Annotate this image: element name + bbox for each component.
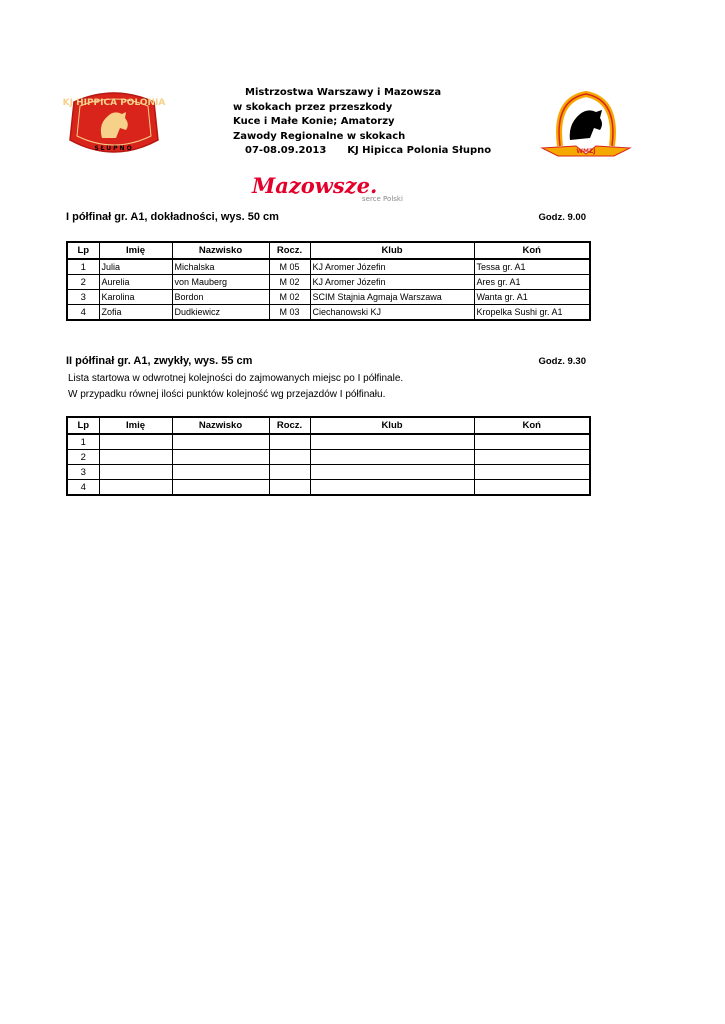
- cell-nazwisko: Bordon: [172, 290, 269, 305]
- cell-kon: [474, 465, 590, 480]
- table-row: [67, 434, 590, 450]
- mazowsze-logo-text: Mazowsze.: [252, 173, 378, 198]
- section2-table: [66, 416, 591, 496]
- col-header-kon: Koń: [474, 417, 590, 434]
- col-header-rocz: Rocz.: [269, 242, 310, 259]
- cell-lp: 1: [67, 259, 99, 275]
- cell-nazwisko: [172, 465, 269, 480]
- cell-imie: [99, 465, 172, 480]
- section2-note-1: Lista startowa w odwrotnej kolejności do zajmowanych miejsc po I półfinale.: [68, 373, 404, 384]
- cell-klub: [310, 465, 474, 480]
- cell-kon: Ares gr. A1: [474, 275, 590, 290]
- header-line-3: Kuce i Małe Konie; Amatorzy: [233, 116, 395, 128]
- header-line-1: Mistrzostwa Warszawy i Mazowsza: [245, 87, 442, 98]
- cell-nazwisko: [172, 480, 269, 496]
- table-row: [67, 465, 590, 480]
- section1-table: [66, 241, 591, 321]
- col-header-nazwisko: Nazwisko: [172, 242, 269, 259]
- header-line-4: Zawody Regionalne w skokach: [233, 130, 406, 142]
- col-header-imie: Imię: [99, 417, 172, 434]
- cell-kon: Kropelka Sushi gr. A1: [474, 305, 590, 321]
- section2-note-2: W przypadku równej ilości punktów kolejność wg przejazdów I półfinału.: [68, 389, 386, 400]
- table-row: [67, 275, 590, 290]
- cell-nazwisko: [172, 434, 269, 450]
- table-header-row: [67, 417, 590, 434]
- wmzj-logo-text: WMZJ: [576, 148, 596, 155]
- cell-imie: [99, 480, 172, 496]
- col-header-nazwisko: Nazwisko: [172, 417, 269, 434]
- cell-klub: [310, 434, 474, 450]
- mazowsze-logo-subtext: serce Polski: [362, 195, 403, 203]
- cell-rocz: M 05: [269, 259, 310, 275]
- table-header-row: [67, 242, 590, 259]
- table-row: [67, 290, 590, 305]
- cell-imie: [99, 450, 172, 465]
- table-row: [67, 259, 590, 275]
- cell-nazwisko: [172, 450, 269, 465]
- cell-klub: SCIM Stajnia Agmaja Warszawa: [310, 290, 474, 305]
- cell-nazwisko: von Mauberg: [172, 275, 269, 290]
- hippica-polonia-logo: [62, 88, 166, 158]
- cell-rocz: M 03: [269, 305, 310, 321]
- cell-lp: 3: [67, 290, 99, 305]
- cell-imie: Karolina: [99, 290, 172, 305]
- cell-lp: 2: [67, 450, 99, 465]
- cell-lp: 3: [67, 465, 99, 480]
- cell-rocz: M 02: [269, 290, 310, 305]
- col-header-imie: Imię: [99, 242, 172, 259]
- table-row: [67, 480, 590, 496]
- cell-klub: KJ Aromer Józefin: [310, 275, 474, 290]
- section2-time: Godz. 9.30: [538, 356, 586, 367]
- col-header-lp: Lp: [67, 417, 99, 434]
- cell-lp: 2: [67, 275, 99, 290]
- cell-rocz: [269, 434, 310, 450]
- cell-imie: [99, 434, 172, 450]
- col-header-lp: Lp: [67, 242, 99, 259]
- hippica-logo-text: KJ HIPPICA POLONIA: [62, 98, 166, 108]
- cell-rocz: [269, 480, 310, 496]
- col-header-klub: Klub: [310, 417, 474, 434]
- header-block: [233, 86, 491, 159]
- section1-title: I półfinał gr. A1, dokładności, wys. 50 cm: [66, 211, 279, 223]
- header-line-2: w skokach przez przeszkody: [233, 101, 393, 113]
- cell-lp: 4: [67, 305, 99, 321]
- cell-kon: [474, 434, 590, 450]
- cell-nazwisko: Michalska: [172, 259, 269, 275]
- cell-imie: Julia: [99, 259, 172, 275]
- cell-rocz: [269, 465, 310, 480]
- col-header-rocz: Rocz.: [269, 417, 310, 434]
- cell-kon: [474, 480, 590, 496]
- cell-klub: [310, 450, 474, 465]
- cell-klub: [310, 480, 474, 496]
- col-header-kon: Koń: [474, 242, 590, 259]
- cell-kon: Tessa gr. A1: [474, 259, 590, 275]
- cell-kon: [474, 450, 590, 465]
- cell-imie: Aurelia: [99, 275, 172, 290]
- hippica-logo-subtext: SŁUPNO: [94, 145, 134, 152]
- section2-title: II półfinał gr. A1, zwykły, wys. 55 cm: [66, 355, 253, 367]
- cell-rocz: [269, 450, 310, 465]
- table-row: [67, 450, 590, 465]
- cell-nazwisko: Dudkiewicz: [172, 305, 269, 321]
- cell-rocz: M 02: [269, 275, 310, 290]
- cell-lp: 1: [67, 434, 99, 450]
- table-row: [67, 305, 590, 321]
- col-header-klub: Klub: [310, 242, 474, 259]
- cell-klub: KJ Aromer Józefin: [310, 259, 474, 275]
- wmzj-logo: [540, 90, 632, 160]
- cell-klub: Ciechanowski KJ: [310, 305, 474, 321]
- cell-imie: Zofia: [99, 305, 172, 321]
- mazowsze-logo: [250, 174, 422, 204]
- cell-kon: Wanta gr. A1: [474, 290, 590, 305]
- cell-lp: 4: [67, 480, 99, 496]
- header-line-5: 07-08.09.2013 KJ Hipicca Polonia Słupno: [245, 145, 492, 157]
- section1-time: Godz. 9.00: [538, 212, 586, 223]
